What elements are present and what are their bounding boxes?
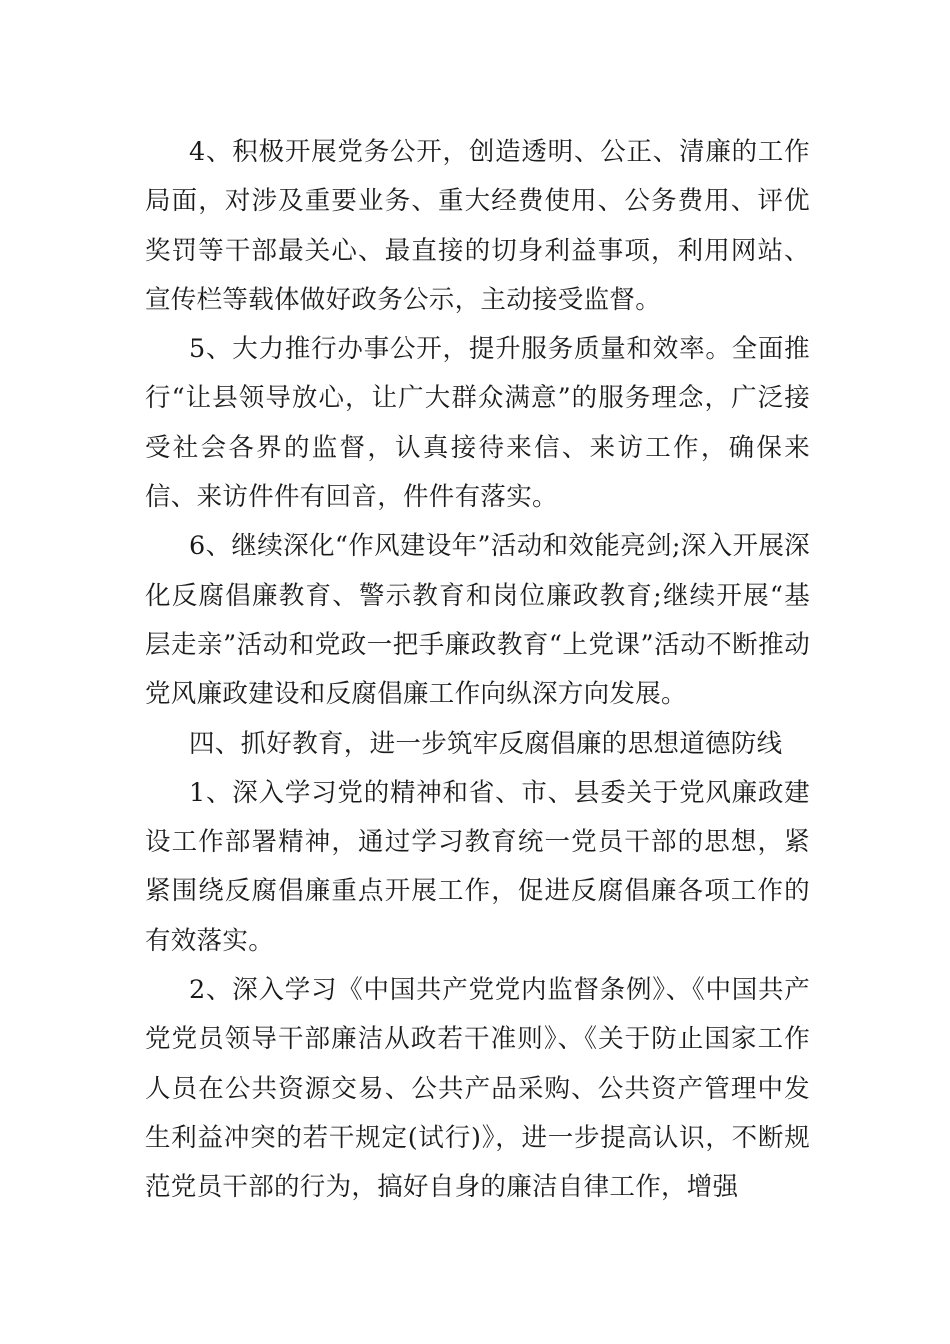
paragraph-study-regulations: 2、深入学习《中国共产党党内监督条例》、《中国共产党党员领导干部廉洁从政若干准则》、《关于防止国家工作人员在公共资源交易、公共产品采购、公共资产管理中发生利益冲突的若干规定(试行)》，进一步提高认识，不断规范党员干部的行为，搞好自身的廉洁自律工作，增强	[145, 975, 810, 1203]
paragraph-study-spirit: 1、深入学习党的精神和省、市、县委关于党风廉政建设工作部署精神，通过学习教育统一党员干部的思想，紧紧围绕反腐倡廉重点开展工作，促进反腐倡廉各项工作的有效落实。	[145, 777, 810, 956]
paragraph-service-openness: 5、大力推行办事公开，提升服务质量和效率。全面推行“让县领导放心，让广大群众满意”的服务理念，广泛接受社会各界的监督，认真接待来信、来访工作，确保来信、来访件件有回音，件件有落实。	[145, 334, 810, 513]
document-body	[145, 128, 810, 1213]
paragraph-work-style-campaign: 6、继续深化“作风建设年”活动和效能亮剑;深入开展深化反腐倡廉教育、警示教育和岗位廉政教育;继续开展“基层走亲”活动和党政一把手廉政教育“上党课”活动不断推动党风廉政建设和反腐倡廉工作向纵深方向发展。	[145, 531, 810, 710]
paragraph-party-affairs-openness: 4、积极开展党务公开，创造透明、公正、清廉的工作局面，对涉及重要业务、重大经费使用、公务费用、评优奖罚等干部最关心、最直接的切身利益事项，利用网站、宣传栏等载体做好政务公示，主动接受监督。	[145, 137, 810, 315]
section-heading-education: 四、抓好教育，进一步筑牢反腐倡廉的思想道德防线	[189, 728, 783, 759]
